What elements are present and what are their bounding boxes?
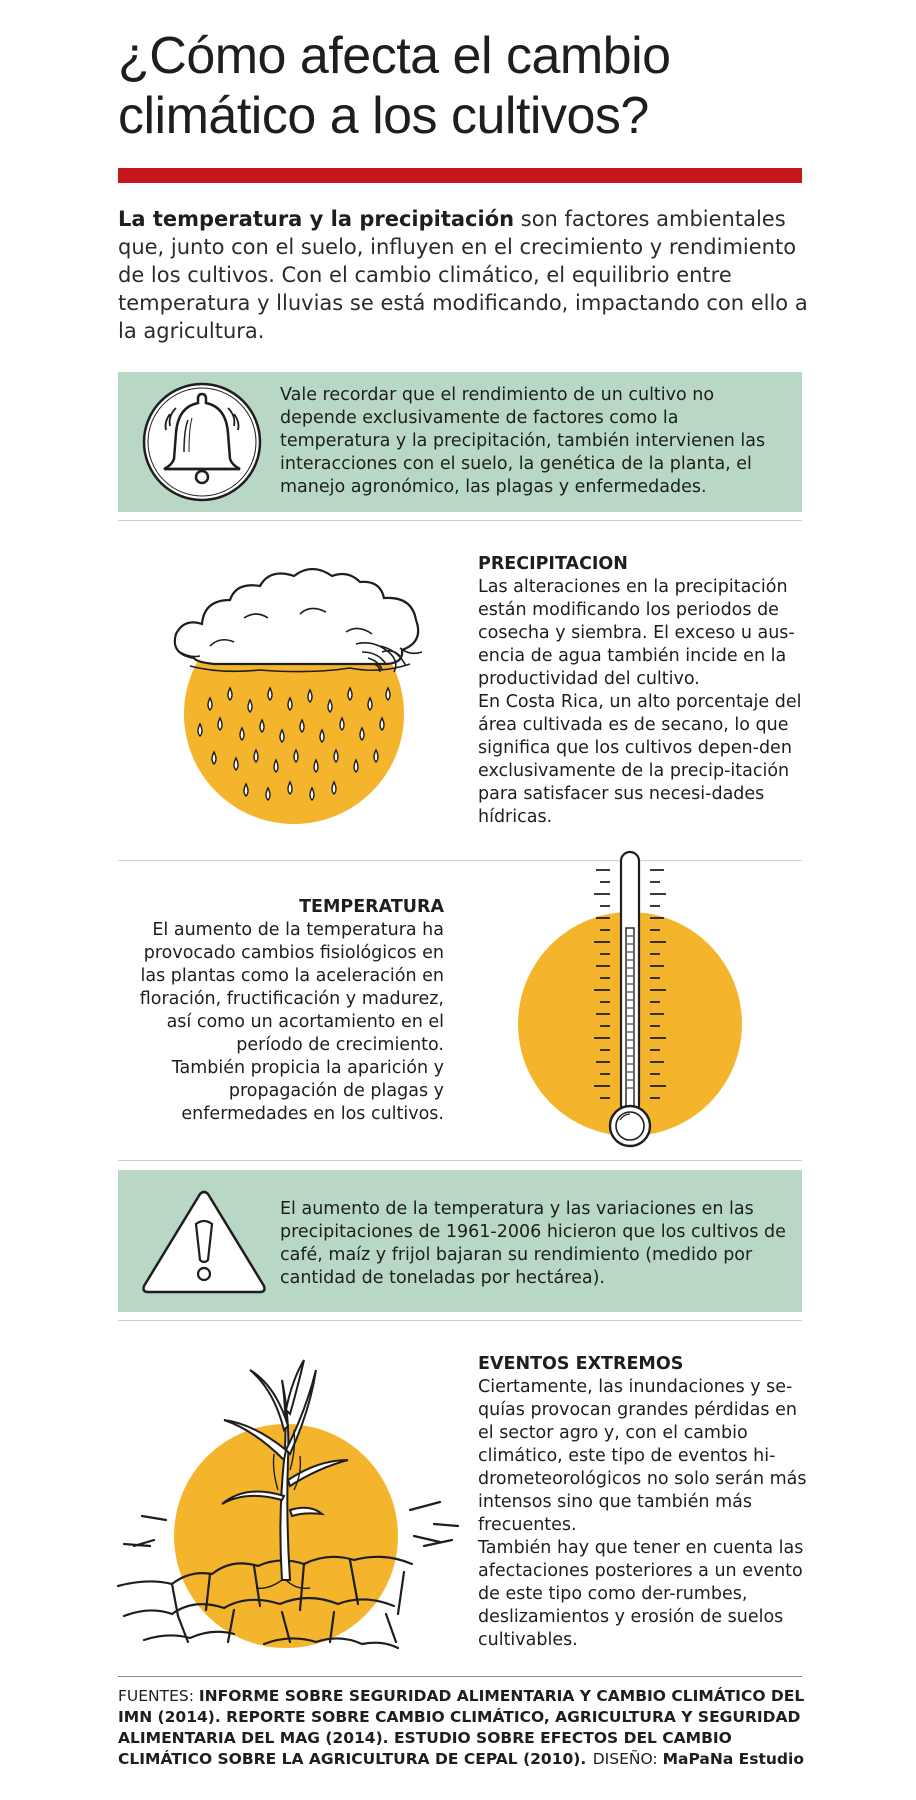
note-bell-box: [118, 372, 802, 512]
thermometer-icon: [516, 848, 756, 1154]
divider: [118, 1320, 802, 1321]
sources-label: FUENTES:: [118, 1687, 199, 1705]
design-name: MaPaNa Estudio: [662, 1750, 804, 1768]
precipitacion-heading: PRECIPITACION: [478, 554, 628, 574]
page-title: ¿Cómo afecta el cambio climático a los cultivos?: [118, 27, 671, 145]
divider: [118, 520, 802, 521]
temperatura-body: El aumento de la temperatura ha provocado cambios fisiológicos en las plantas como la aceleración en floración, fructificación y madurez, así como un acortamiento en el período de crecimiento. También propicia la aparición y propagación de plagas y enfermedades en los cultivos.: [139, 920, 444, 1124]
dry-cracked-soil-plant-icon: [114, 1340, 470, 1660]
eventos-body: Ciertamente, las inundaciones y se-quías provocan grandes pérdidas en el sector agro y, con el cambio climático, este tipo de eventos hi-drometeorológicos no solo serán más intensos sino que también más frecuentes. También hay que tener en cuenta las afectaciones posteriores a un evento de este tipo como der-rumbes, deslizamientos y erosión de suelos cultivables.: [478, 1377, 807, 1650]
sources-list: INFORME SOBRE SEGURIDAD ALIMENTARIA Y CAMBIO CLIMÁTICO DEL IMN (2014). REPORTE SOBRE CAMBIO CLIMÁTICO, AGRICULTURA Y SEGURIDAD ALIMENTARIA DEL MAG (2014). ESTUDIO SOBRE EFECTOS DEL CAMBIO CLIMÁTICO SOBRE LA AGRICULTURA DE CEPAL (2010).: [118, 1687, 805, 1768]
note-warning-text: El aumento de la temperatura y las variaciones en las precipitaciones de 1961-2006 hicieron que los cultivos de café, maíz y frijol bajaran su rendimiento (medido por cantidad de toneladas por hectárea).: [280, 1199, 786, 1288]
eventos-heading: EVENTOS EXTREMOS: [478, 1354, 684, 1374]
intro-bold: La temperatura y la precipitación: [118, 207, 515, 231]
intro-paragraph: [118, 205, 818, 345]
note-warning-box: [118, 1170, 802, 1312]
bell-icon: [140, 380, 264, 504]
rain-cloud-icon: [150, 548, 450, 828]
intro-text: son factores ambientales que, junto con el suelo, influyen en el crecimiento y rendimiento de los cultivos. Con el cambio climático, el equilibrio entre temperatura y lluvias se está modificando, impactando con ello a la agricultura.: [118, 207, 808, 343]
design-label: DISEÑO:: [592, 1750, 663, 1768]
design-credit: [593, 1749, 804, 1770]
note-bell-text: Vale recordar que el rendimiento de un cultivo no depende exclusivamente de factores como la temperatura y la precipitación, también intervienen las interacciones con el suelo, la genética de la planta, el manejo agronómico, las plagas y enfermedades.: [280, 385, 766, 497]
precipitacion-body: Las alteraciones en la precipitación están modificando los periodos de cosecha y siembra. El exceso u aus-encia de agua también incide en la productividad del cultivo. En Costa Rica, un alto porcentaje del área cultivada es de secano, lo que significa que los cultivos depen-den exclusivamente de la precip-itación para satisfacer sus necesi-dades hídricas.: [478, 577, 802, 827]
title-rule: [118, 168, 802, 183]
footer-rule: [118, 1676, 802, 1677]
warning-icon: [140, 1188, 270, 1296]
divider: [118, 1160, 802, 1161]
temperatura-heading: TEMPERATURA: [299, 897, 444, 917]
